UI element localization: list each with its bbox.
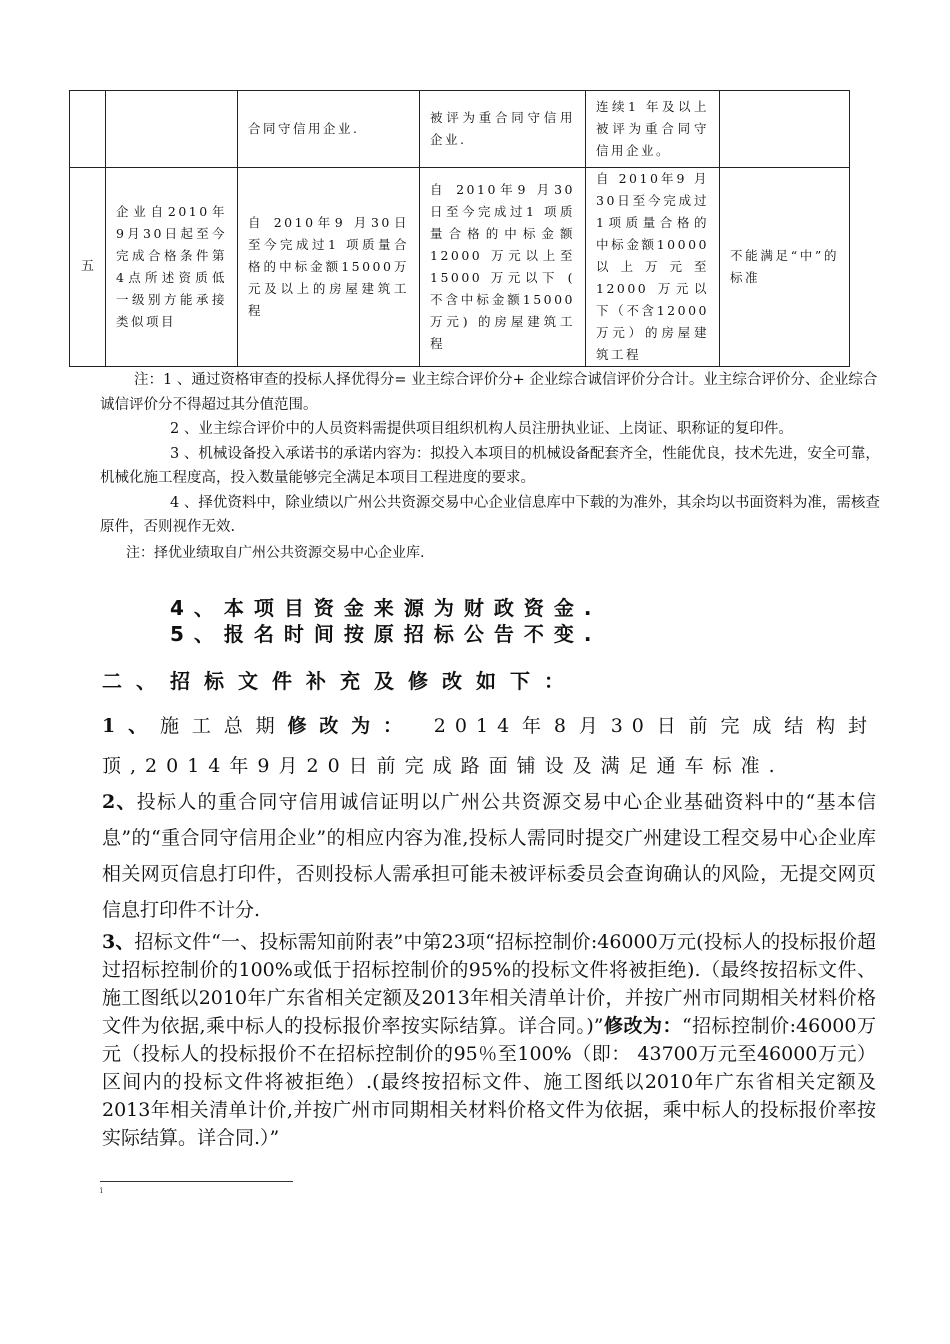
row-index: 五 [70,168,106,367]
amendment-2 [102,784,876,928]
item-funding-source: 4、本项目资金来源为财政资金. [170,596,602,620]
table-cell: 自 2010年9 月30日至今完成过1 项质量合格的中标金额12000 万元以上至15000 万元以下 ( 不含中标金额15000 万元) 的房屋建筑工程 [420,168,586,367]
item-text: 投标人的重合同守信用诚信证明以广州公共资源交易中心企业基础资料中的“基本信息”的“重合同守信用企业”的相应内容为准,投标人需同时提交广州建设工程交易中心企业库相关网页信息打印件，否则投标人需承担可能未被评标委员会查询确认的风险，无提交网页信息打印件不计分. [102,791,876,921]
scoring-table [69,90,850,367]
table-cell [70,91,106,168]
item-number: 3、 [102,931,135,953]
table-cell [720,91,850,168]
item-lead: 施工总期 [159,715,288,737]
section-heading: 二、招标文件补充及修改如下： [102,669,578,693]
note-4: 4 、择优资料中，除业绩以广州公共资源交易中心企业信息库中下载的为准外，其余均以书面资料为准，需核查原件，否则视作无效. [100,494,880,535]
table-cell: 自 2010年9 月30日至今完成过1 项质量合格的中标金额15000万元及以上的房屋建筑工程 [238,168,420,367]
item-text-modified: “招标控制价:46000万元（投标人的投标报价不在招标控制价的95％至100%（即： 43700万元至46000万元）区间内的投标文件将被拒绝）.(最终按招标文件、施工图纸以2010年广东省相关定额及2013年相关清单计价,并按广州市同期相关材料价格文件为依据，乘中标人的投标报价率按实际结算。详合同.）” [102,1015,876,1149]
item-registration-time: 5、报名时间按原招标公告不变. [170,622,602,646]
item-text-original: 招标文件“一、投标需知前附表”中第23项“招标控制价:46000万元(投标人的投标报价超过招标控制价的100%或低于招标控制价的95%的投标文件将被拒绝).（最终按招标文件、施工图纸以2010年广东省相关定额及2013年相关清单计价，并按广州市同期相关材料价格文件为依据,乘中标人的投标报价率按实际结算。详合同。)” [102,931,876,1037]
table-cell: 企业自2010年9月30日起至今完成合格条件第4点所述资质低一级别方能承接类似项目 [106,168,238,367]
table-row [70,168,850,367]
item-number: 1、 [102,715,160,737]
amendment-3 [102,928,876,1152]
table-cell: 自 2010年9 月30日至今完成过1项质量合格的中标金额10000 以上万元至12000 万元以下（不含12000 万元）的房屋建筑工程 [586,168,720,367]
amendment-1 [102,706,876,786]
table-cell: 被评为重合同守信用企业. [420,91,586,168]
note-2: 2 、业主综合评价中的人员资料需提供项目组织机构人员注册执业证、上岗证、职称证的复印件。 [170,421,793,437]
table-row [70,91,850,168]
table-cell: 连续1 年及以上被评为重合同守信用企业。 [586,91,720,168]
footnote-rule [100,1181,293,1182]
table-notes [100,368,880,566]
note-3: 3 、机械设备投入承诺书的承诺内容为：拟投入本项目的机械设备配套齐全，性能优良，技术先进，安全可靠，机械化施工程度高，投入数量能够完全满足本项目工程进度的要求。 [100,445,880,486]
table-cell: 不能满足“中”的标准 [720,168,850,367]
table-cell: 合同守信用企业. [238,91,420,168]
item-number: 2、 [102,791,137,813]
item-text: 2014年8月30日前完成结构封顶,2014年9月20日前完成路面铺设及满足通车标准. [102,715,876,777]
modify-label: 修改为： [287,715,415,737]
modify-label: 修改为： [603,1015,682,1037]
note-source: 注：择优业绩取自广州公共资源交易中心企业库. [126,544,425,561]
table-cell [106,91,238,168]
note-1: 注：1 、通过资格审查的投标人择优得分= 业主综合评价分+ 企业综合诚信评价分合计。业主综合评价分、企业综合诚信评价分不得超过其分值范围。 [100,372,878,413]
footnote-marker: i [100,1186,103,1195]
